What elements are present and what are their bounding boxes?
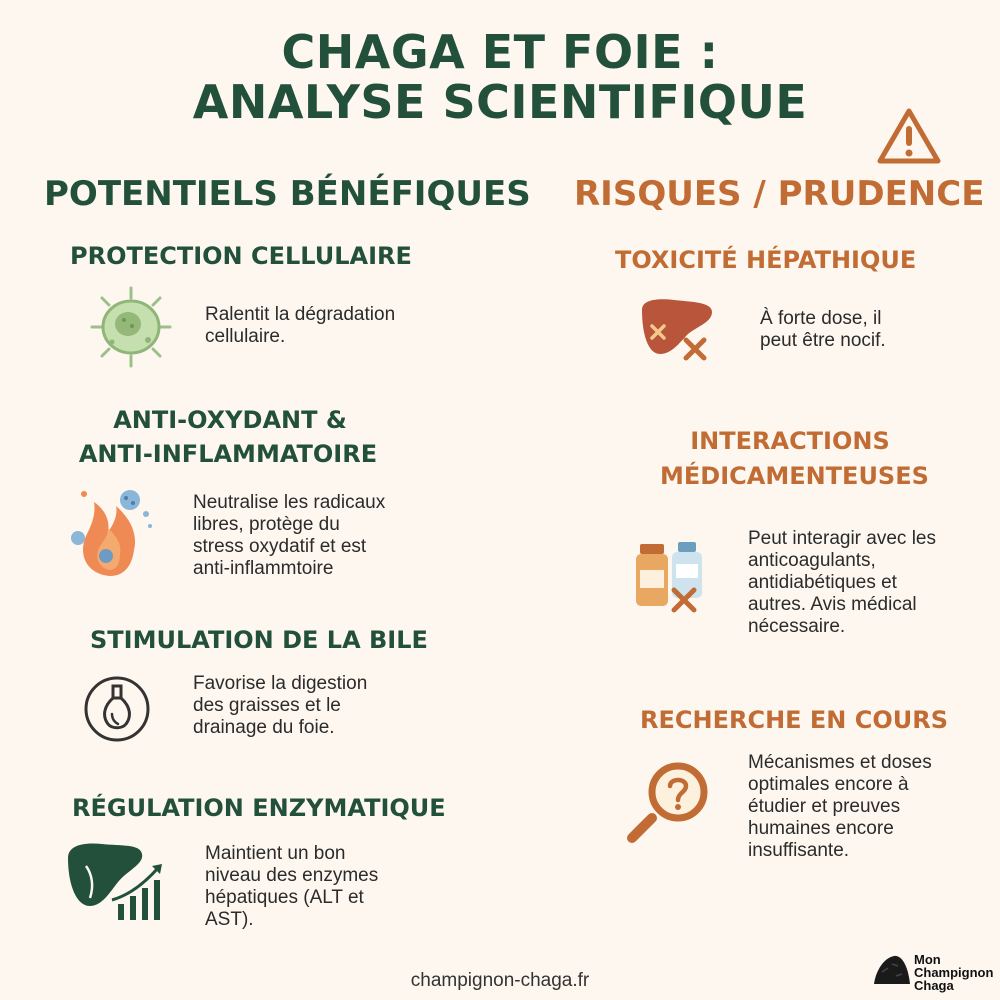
desc-line: antidiabétiques et	[748, 572, 897, 593]
desc-line: Mécanismes et doses	[748, 752, 932, 773]
desc-line: peut être nocif.	[760, 330, 886, 351]
magnifier-question-icon	[622, 756, 714, 848]
desc-line: étudier et preuves	[748, 796, 901, 817]
desc-line: anti-inflammtoire	[193, 558, 334, 579]
desc-line: libres, protège du	[193, 514, 340, 535]
section-title-antioxidant-1: ANTI-OXYDANT &	[113, 406, 347, 434]
desc-line: humaines encore	[748, 818, 894, 839]
desc-line: autres. Avis médical	[748, 594, 917, 615]
section-title-interactions-1: INTERACTIONS	[690, 427, 890, 455]
desc-antioxidant	[193, 492, 385, 580]
logo-line: Chaga	[914, 978, 954, 993]
desc-line: cellulaire.	[205, 326, 286, 347]
pill-bottles-icon	[632, 538, 712, 618]
drop-icon	[82, 674, 152, 744]
desc-line: Favorise la digestion	[193, 673, 368, 694]
section-title-bile: STIMULATION DE LA BILE	[90, 626, 428, 654]
desc-toxicity	[760, 308, 886, 352]
desc-line: des graisses et le	[193, 695, 341, 716]
desc-research	[748, 752, 932, 862]
desc-line: stress oxydatif et est	[193, 536, 367, 557]
desc-line: anticoagulants,	[748, 550, 876, 571]
desc-line: Ralentit la dégradation	[205, 304, 396, 325]
section-title-antioxidant-2: ANTI-INFLAMMATOIRE	[78, 440, 378, 468]
liver-cross-icon	[638, 296, 718, 364]
liver-chart-icon	[62, 838, 170, 924]
desc-line: drainage du foie.	[193, 717, 335, 738]
logo-line: Mon	[914, 952, 941, 967]
benefits-heading: POTENTIELS BÉNÉFIQUES	[44, 174, 531, 214]
desc-line: hépatiques (ALT et	[205, 887, 364, 908]
desc-line: niveau des enzymes	[205, 865, 379, 886]
section-title-interactions-2: MÉDICAMENTEUSES	[660, 462, 929, 490]
desc-line: AST).	[205, 909, 254, 930]
page-title-line-2: ANALYSE SCIENTIFIQUE	[192, 75, 808, 129]
flame-icon	[66, 484, 160, 580]
logo-text	[914, 953, 993, 992]
footer-url[interactable]: champignon-chaga.fr	[410, 970, 590, 991]
desc-line: À forte dose, il	[760, 308, 882, 329]
desc-enzymes	[205, 843, 378, 931]
desc-line: nécessaire.	[748, 616, 846, 637]
desc-line: Maintient un bon	[205, 843, 346, 864]
desc-bile	[193, 673, 367, 739]
risks-heading: RISQUES / PRUDENCE	[574, 174, 985, 214]
page-title-line-1: CHAGA ET FOIE :	[281, 25, 719, 79]
desc-interactions	[748, 528, 936, 638]
logo-line: Champignon	[914, 965, 994, 980]
desc-line: insuffisante.	[748, 840, 850, 861]
desc-line: Peut interagir avec les	[748, 528, 936, 549]
cell-icon	[88, 284, 174, 370]
section-title-protection: PROTECTION CELLULAIRE	[70, 242, 412, 270]
chaga-logo-icon	[872, 952, 912, 988]
desc-line: Neutralise les radicaux	[193, 492, 386, 513]
section-title-research: RECHERCHE EN COURS	[640, 706, 949, 734]
section-title-enzymes: RÉGULATION ENZYMATIQUE	[72, 794, 446, 822]
desc-line: optimales encore à	[748, 774, 909, 795]
warning-icon	[876, 106, 942, 166]
desc-protection	[205, 304, 395, 348]
section-title-toxicity: TOXICITÉ HÉPATHIQUE	[615, 246, 917, 274]
